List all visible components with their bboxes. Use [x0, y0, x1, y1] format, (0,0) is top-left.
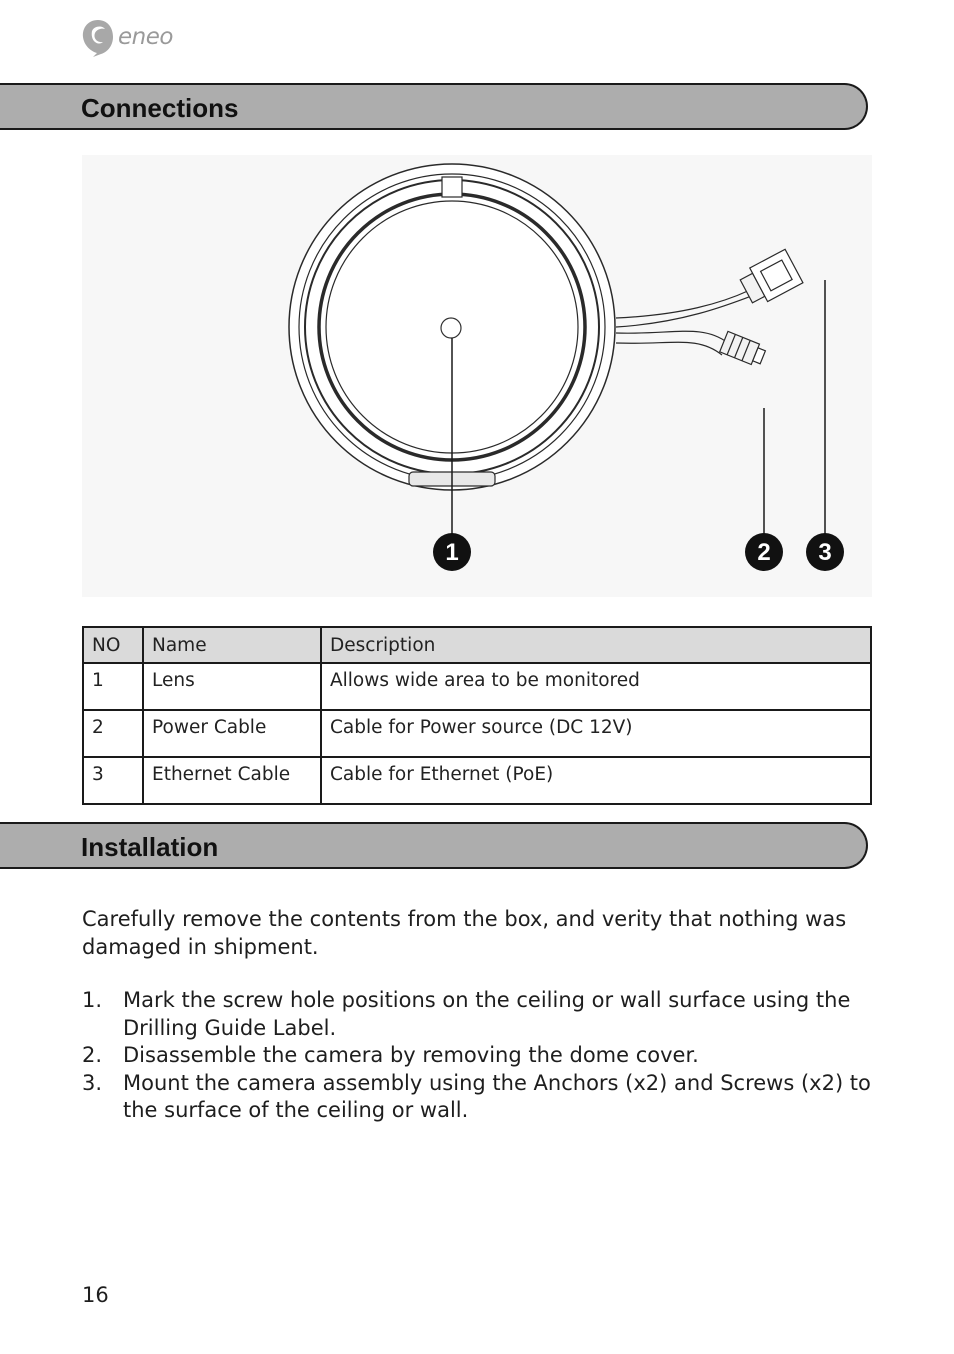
callout-1 [433, 533, 471, 571]
table-row [83, 757, 871, 804]
cell-no: 3 [83, 757, 143, 804]
camera-connections-diagram [82, 155, 872, 597]
table-header-row [83, 627, 871, 663]
page-number: 16 [82, 1283, 109, 1307]
section-header-connections [0, 83, 868, 130]
section-header-installation [0, 822, 868, 869]
cell-no: 1 [83, 663, 143, 710]
table-row [83, 710, 871, 757]
column-header-no: NO [83, 627, 143, 663]
callout-number: 3 [818, 539, 832, 566]
step-number: 3. [82, 1070, 103, 1095]
camera-drawing [82, 155, 872, 597]
cell-name: Ethernet Cable [143, 757, 321, 804]
cables [616, 249, 803, 367]
callout-3 [806, 533, 844, 571]
column-header-description: Description [321, 627, 871, 663]
brand-logo [80, 16, 200, 58]
list-item [82, 1042, 882, 1070]
connections-table [82, 626, 872, 805]
logo-text: eneo [118, 24, 173, 50]
step-text: Disassemble the camera by removing the dome cover. [123, 1043, 699, 1067]
installation-steps [82, 987, 882, 1125]
callout-number: 1 [445, 539, 459, 566]
table-row [83, 663, 871, 710]
cell-no: 2 [83, 710, 143, 757]
list-item [82, 987, 882, 1042]
column-header-name: Name [143, 627, 321, 663]
cell-name: Power Cable [143, 710, 321, 757]
eneo-logo-icon [80, 17, 116, 57]
callout-2 [745, 533, 783, 571]
step-text: Mount the camera assembly using the Anchors (x2) and Screws (x2) to the surface of the ceiling or wall. [123, 1070, 871, 1122]
step-text: Mark the screw hole positions on the ceiling or wall surface using the Drilling Guide Label. [123, 988, 851, 1040]
cell-name: Lens [143, 663, 321, 710]
cell-description: Allows wide area to be monitored [321, 663, 871, 710]
section-title: Connections [81, 93, 239, 123]
list-item [82, 1070, 882, 1125]
cell-description: Cable for Ethernet (PoE) [321, 757, 871, 804]
cell-description: Cable for Power source (DC 12V) [321, 710, 871, 757]
installation-intro: Carefully remove the contents from the box, and verity that nothing was damaged in shipment. [82, 907, 847, 959]
section-title: Installation [81, 832, 219, 862]
lens-marker [441, 318, 461, 338]
step-number: 2. [82, 1043, 103, 1067]
step-number: 1. [82, 988, 103, 1012]
callout-number: 2 [757, 539, 771, 566]
